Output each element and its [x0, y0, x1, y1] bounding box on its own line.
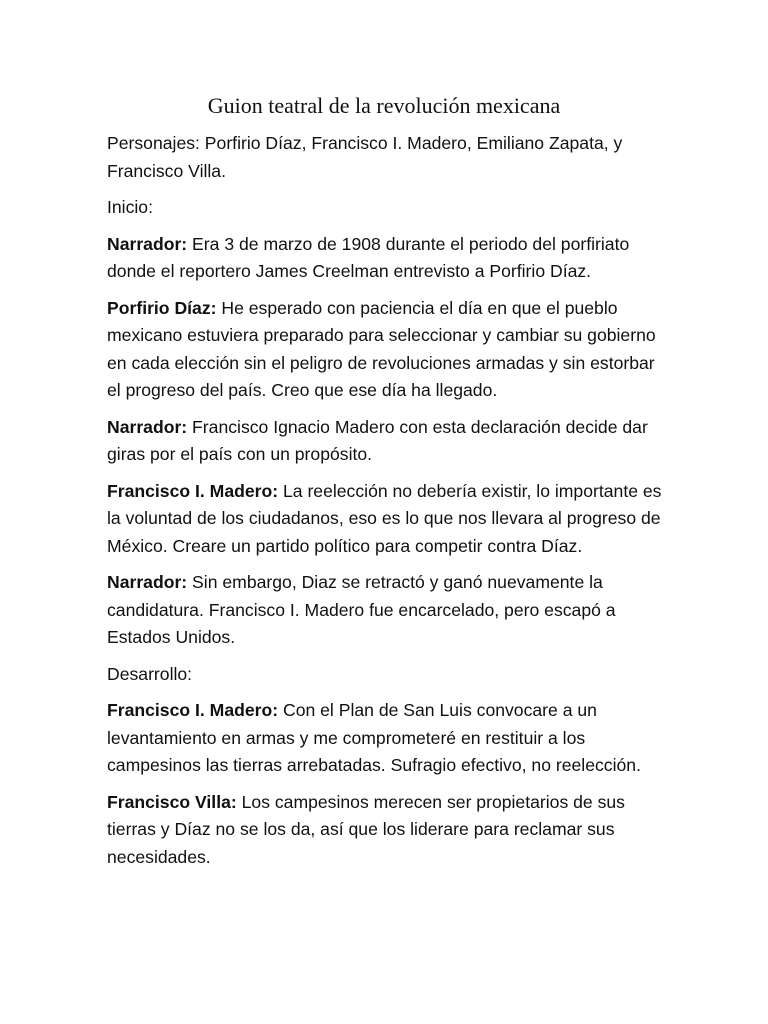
speaker-name: Porfirio Díaz: [107, 297, 217, 318]
dialogue-text: He esperado con paciencia el día en que el pueblo mexicano estuviera preparado para seleccionar y cambiar su gobierno en cada elección sin el peligro de revoluciones armadas y sin estorbar el progreso del país. Creo que ese día ha llegado. [107, 297, 656, 400]
dialogue-paragraph [107, 569, 667, 652]
dialogue-paragraph [107, 231, 667, 286]
dialogue-paragraph [107, 414, 667, 469]
document-body [107, 130, 667, 880]
dialogue-paragraph [107, 697, 667, 780]
speaker-name: Narrador: [107, 572, 188, 592]
dialogue-text: Sin embargo, Diaz se retractó y ganó nuevamente la candidatura. Francisco I. Madero fue encarcelado, pero escapó a Estados Unidos. [107, 572, 616, 647]
speaker-name: Narrador: [107, 416, 188, 437]
section-heading-inicio: Inicio: [107, 197, 153, 217]
speaker-name: Francisco I. Madero: [107, 700, 279, 720]
dialogue-text: La reelección no debería existir, lo importante es la voluntad de los ciudadanos, eso es lo que nos llevara al progreso de México. Creare un partido político para competir contra Díaz. [107, 480, 662, 556]
document-title: Guion teatral de la revolución mexicana [207, 93, 561, 118]
dialogue-text: Francisco Ignacio Madero con esta declaración decide dar giras por el país con un propósito. [107, 416, 648, 464]
dialogue-text: Los campesinos merecen ser propietarios de sus tierras y Díaz no se los da, así que los liderare para reclamar sus necesidades. [107, 791, 625, 867]
speaker-name: Narrador: [107, 233, 188, 254]
dialogue-paragraph [107, 295, 667, 405]
speaker-name: Francisco I. Madero: [107, 480, 279, 501]
section-heading-desarrollo: Desarrollo: [107, 663, 193, 684]
dialogue-text: Con el Plan de San Luis convocare a un levantamiento en armas y me comprometeré en restituir a los campesinos las tierras arrebatadas. Sufragio efectivo, no reelección. [107, 700, 641, 775]
dialogue-paragraph [107, 789, 667, 872]
dialogue-paragraph [107, 478, 667, 561]
speaker-name: Francisco Villa: [107, 791, 237, 812]
characters-paragraph: Personajes: Porfirio Díaz, Francisco I. Madero, Emiliano Zapata, y Francisco Villa. [107, 133, 623, 181]
dialogue-text: Era 3 de marzo de 1908 durante el periodo del porfiriato donde el reportero James Creelman entrevisto a Porfirio Díaz. [107, 233, 630, 281]
